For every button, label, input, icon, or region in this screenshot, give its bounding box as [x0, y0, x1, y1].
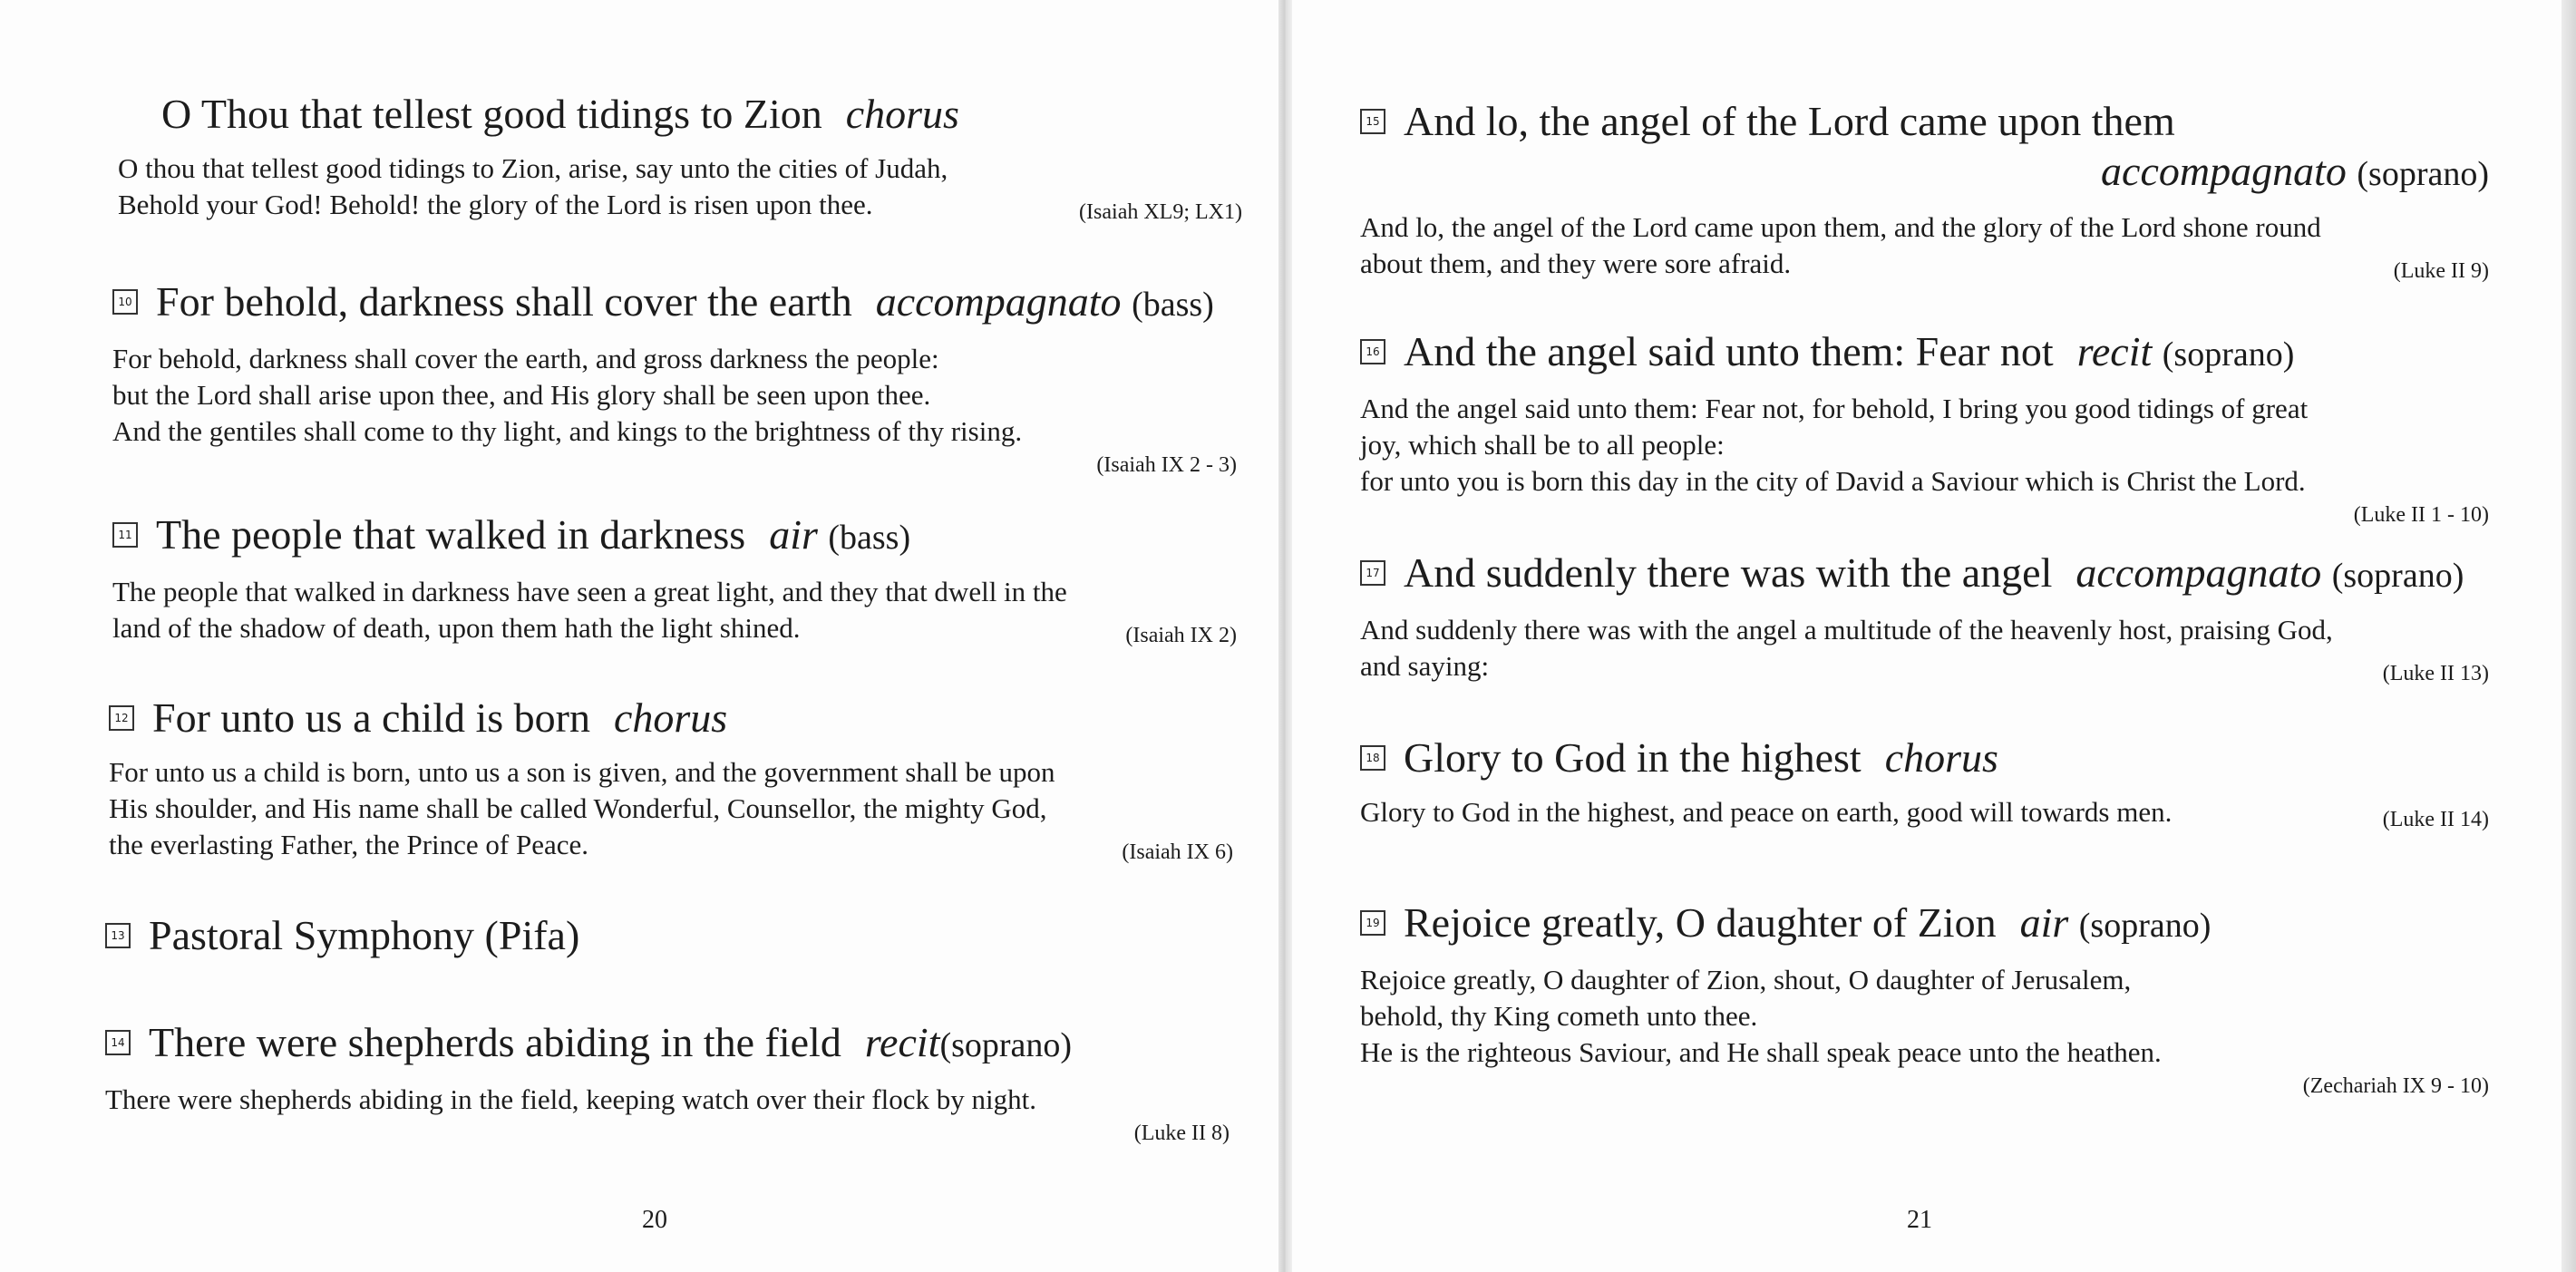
scripture-reference: (Luke II 9): [2393, 259, 2489, 283]
scripture-reference: (Luke II 13): [2382, 662, 2489, 685]
movement-voice: (soprano): [2331, 557, 2464, 595]
movement-title: Glory to God in the highest: [1404, 734, 1862, 781]
text-line: behold, thy King cometh unto thee.: [1360, 1000, 1758, 1032]
book-spine: [1278, 0, 1292, 1272]
text-line: about them, and they were sore afraid. (Luke II 9): [1360, 246, 2489, 282]
scripture-reference: (Luke II 14): [2382, 808, 2489, 831]
movement-title: And suddenly there was with the angel: [1404, 549, 2053, 596]
movement-section: [118, 89, 1242, 230]
movement-type: accompagnato: [2101, 148, 2347, 194]
movement-text: [1360, 612, 2489, 685]
movement-title: For behold, darkness shall cover the earth: [156, 278, 852, 325]
movement-heading: [161, 89, 1286, 140]
movement-section: [109, 693, 1233, 870]
movement-voice: (bass): [1132, 286, 1214, 324]
text-line: And the angel said unto them: Fear not, for behold, I bring you good tidings of great: [1360, 393, 2309, 424]
movement-text: [118, 151, 1242, 223]
text-line: joy, which shall be to all people:: [1360, 429, 1725, 461]
movement-heading: [105, 910, 1230, 961]
movement-heading: [112, 510, 1237, 563]
movement-title: The people that walked in darkness: [156, 511, 746, 558]
scripture-reference: (Zechariah IX 9 - 10): [2302, 1074, 2489, 1098]
text-line: He is the righteous Saviour, and He shall speak peace unto the heathen.: [1360, 1036, 2162, 1068]
text-line: And suddenly there was with the angel a multitude of the heavenly host, praising God,: [1360, 614, 2333, 646]
movement-heading: [109, 693, 1233, 743]
text-line: There were shepherds abiding in the field, keeping watch over their flock by night.: [105, 1083, 1036, 1115]
text-line: Behold your God! Behold! the glory of the Lord is risen upon thee. (Isaiah XL9; LX1): [118, 187, 1242, 223]
movement-section: [112, 277, 1237, 481]
text-line: His shoulder, and His name shall be called Wonderful, Counsellor, the mighty God,: [109, 792, 1047, 824]
text-line: For behold, darkness shall cover the earth, and gross darkness the people:: [112, 343, 939, 374]
scripture-reference: (Isaiah IX 2): [1125, 624, 1237, 647]
movement-type: accompagnato: [875, 278, 1122, 325]
movement-type: accompagnato: [2075, 549, 2322, 596]
movement-number: 10: [112, 289, 138, 315]
movement-number: 11: [112, 522, 138, 548]
movement-title: O Thou that tellest good tidings to Zion: [161, 91, 822, 137]
movement-section: [1360, 548, 2489, 692]
movement-type: recit: [2076, 328, 2153, 374]
movement-type: chorus: [845, 91, 959, 137]
movement-text: [105, 1082, 1230, 1149]
movement-section: [1360, 733, 2489, 838]
movement-number: 17: [1360, 560, 1385, 586]
page-number: 20: [642, 1206, 667, 1234]
text-line: And lo, the angel of the Lord came upon them, and the glory of the Lord shone round: [1360, 211, 2321, 243]
movement-text: [1360, 794, 2489, 830]
movement-type: air: [2019, 899, 2069, 946]
movement-number: 16: [1360, 339, 1385, 364]
movement-title: Pastoral Symphony (Pifa): [149, 912, 580, 958]
movement-voice: (soprano): [2357, 155, 2489, 193]
text-line: O thou that tellest good tidings to Zion, arise, say unto the cities of Judah,: [118, 152, 948, 184]
page-number: 21: [1907, 1206, 1932, 1234]
text-line: Glory to God in the highest, and peace on earth, good will towards men. (Luke II 14): [1360, 794, 2489, 830]
movement-section: [1360, 898, 2489, 1102]
movement-heading: [1360, 733, 2489, 783]
movement-section: [1360, 96, 2489, 289]
movement-number: 13: [105, 923, 131, 948]
movement-voice: (soprano): [2078, 907, 2211, 945]
movement-voice: (bass): [828, 519, 911, 557]
movement-text: [112, 574, 1237, 646]
movement-number: 15: [1360, 109, 1385, 134]
right-page: [1292, 0, 2561, 1272]
movement-text: [1360, 209, 2489, 282]
movement-title: And lo, the angel of the Lord came upon them: [1404, 98, 2175, 144]
scripture-reference: (Isaiah XL9; LX1): [1079, 200, 1242, 224]
text-line: and saying: (Luke II 13): [1360, 648, 2489, 685]
movement-section: [105, 1017, 1230, 1149]
movement-section: [105, 910, 1230, 961]
scripture-reference: (Luke II 1 - 10): [2353, 503, 2489, 527]
movement-number: 14: [105, 1030, 131, 1055]
text-line: And the gentiles shall come to thy light, and kings to the brightness of thy rising.: [112, 415, 1023, 447]
movement-type: recit: [864, 1019, 940, 1065]
movement-text: [112, 341, 1237, 481]
scripture-reference: (Isaiah IX 2 - 3): [1096, 453, 1237, 477]
text-line: for unto you is born this day in the city of David a Saviour which is Christ the Lord.: [1360, 465, 2306, 497]
movement-number: 19: [1360, 910, 1385, 936]
left-page: [0, 0, 1278, 1272]
movement-title: There were shepherds abiding in the field: [149, 1019, 841, 1065]
movement-heading: [112, 277, 1237, 330]
text-line: but the Lord shall arise upon thee, and His glory shall be seen upon thee.: [112, 379, 931, 411]
movement-title: Rejoice greatly, O daughter of Zion: [1404, 899, 1997, 946]
movement-type: air: [769, 511, 818, 558]
text-line: The people that walked in darkness have seen a great light, and they that dwell in the: [112, 576, 1067, 607]
text-line: For unto us a child is born, unto us a son is given, and the government shall be upon: [109, 756, 1055, 788]
movement-text: [1360, 962, 2489, 1102]
page-edge: [2561, 0, 2576, 1272]
movement-type: chorus: [1884, 734, 1998, 781]
movement-section: [1360, 326, 2489, 530]
scripture-reference: (Isaiah IX 6): [1122, 840, 1233, 864]
scripture-reference: (Luke II 8): [1133, 1121, 1230, 1145]
movement-title: And the angel said unto them: Fear not: [1404, 328, 2054, 374]
text-line: Rejoice greatly, O daughter of Zion, shout, O daughter of Jerusalem,: [1360, 964, 2132, 995]
text-line: land of the shadow of death, upon them hath the light shined. (Isaiah IX 2): [112, 610, 1237, 646]
movement-heading: [105, 1017, 1230, 1071]
movement-heading: [1360, 898, 2489, 951]
movement-title: For unto us a child is born: [152, 694, 590, 741]
movement-heading: [1360, 96, 2489, 199]
movement-text: [1360, 391, 2489, 530]
movement-heading: [1360, 548, 2489, 601]
movement-type: chorus: [613, 694, 728, 741]
movement-number: 12: [109, 705, 134, 731]
movement-number: 18: [1360, 745, 1385, 771]
movement-text: [109, 754, 1233, 863]
movement-section: [112, 510, 1237, 654]
movement-heading: [1360, 326, 2489, 380]
movement-voice: (soprano): [2162, 335, 2295, 374]
text-line: the everlasting Father, the Prince of Peace. (Isaiah IX 6): [109, 827, 1233, 863]
movement-voice: (soprano): [939, 1026, 1073, 1064]
